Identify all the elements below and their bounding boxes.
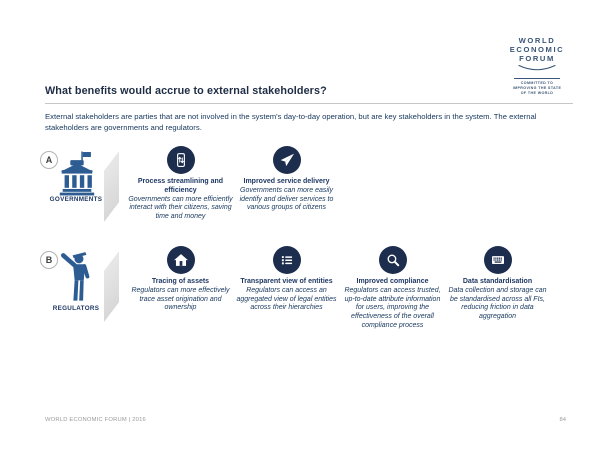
page-number: 84 xyxy=(559,417,566,423)
section-badge-b: B xyxy=(40,251,58,269)
intro-text: External stakeholders are parties that are not involved in the system's day-to-day operation, but are key stakeholders in the system. The external stakeholders are governments and regulators. xyxy=(45,112,537,132)
benefit-title: Process streamlining and efficiency xyxy=(137,178,224,194)
keyboard-icon xyxy=(484,246,512,274)
logo-tagline: COMMITTED TO xyxy=(520,81,554,86)
benefit-item xyxy=(234,146,339,213)
logo-word: ECONOMIC xyxy=(509,44,565,54)
benefit-description: Regulators can access an aggregated view of legal entities across their hierarchies xyxy=(236,286,337,312)
benefit-description: Regulators can access trusted, up-to-date attribute information for users, improving the effectiveness of the overall compliance process xyxy=(344,286,441,329)
footer-text: WORLD ECONOMIC FORUM | 2016 xyxy=(45,417,146,423)
benefit-item xyxy=(128,146,233,222)
section-chevron xyxy=(104,151,119,222)
government-building-icon xyxy=(56,151,98,196)
mobile-sync-icon xyxy=(167,146,195,174)
list-icon xyxy=(273,246,301,274)
section-label-governments: GOVERNMENTS xyxy=(49,196,103,203)
logo-swoosh-icon xyxy=(516,64,558,73)
benefit-title: Transparent view of entities xyxy=(240,278,333,285)
benefit-description: Governments can more easily identify and deliver services to various groups of citizens xyxy=(239,186,334,212)
section-label-regulators: REGULATORS xyxy=(52,305,100,312)
logo-divider xyxy=(514,78,560,79)
logo-word: WORLD xyxy=(518,36,556,45)
benefit-description: Data collection and storage can be standardised across all FIs, reducing friction in data aggregation xyxy=(448,286,547,321)
benefit-title: Data standardisation xyxy=(462,278,533,285)
title-divider xyxy=(45,103,573,104)
logo-tagline: IMPROVING THE STATE xyxy=(512,85,562,90)
page-title: What benefits would accrue to external stakeholders? xyxy=(45,85,327,97)
benefit-item xyxy=(128,246,233,313)
benefit-title: Improved service delivery xyxy=(243,178,330,185)
paper-plane-icon xyxy=(273,146,301,174)
benefit-description: Regulators can more effectively trace asset origination and ownership xyxy=(131,286,230,312)
home-icon xyxy=(167,246,195,274)
magnifier-icon xyxy=(379,246,407,274)
benefit-description: Governments can more efficiently interact with their citizens, saving time and money xyxy=(128,195,233,221)
benefit-item xyxy=(340,246,445,331)
logo-word: FORUM xyxy=(519,53,555,63)
benefit-title: Improved compliance xyxy=(356,278,429,285)
logo-tagline: OF THE WORLD xyxy=(520,90,554,95)
regulator-person-icon xyxy=(57,249,97,304)
wef-logo xyxy=(503,37,571,95)
benefit-item xyxy=(234,246,339,313)
benefit-title: Tracing of assets xyxy=(151,278,210,285)
benefit-item xyxy=(445,246,550,322)
section-badge-a: A xyxy=(40,151,58,169)
